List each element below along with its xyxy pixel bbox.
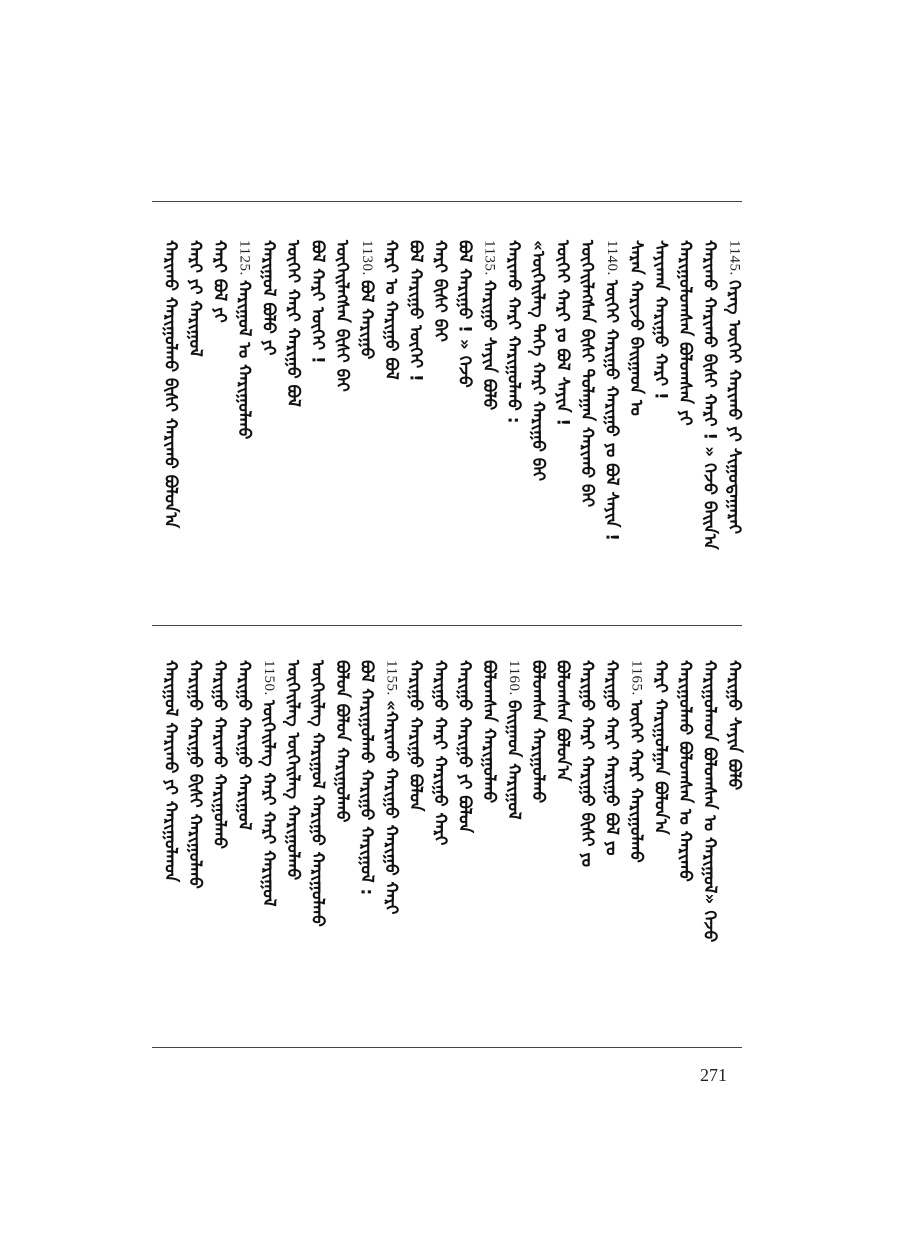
verse-line	[257, 240, 281, 355]
verse-text: «ᠥᠭᠡᠢᠯᠡᠭ ᠳᠡᠭᠡ ᠬᠠᠷᠢ ᠬᠠᠷᠢᠭᠤ ᠪᠠᠢ	[528, 240, 548, 481]
verse-text: ᠬᠠᠷᠢ ᠪᠢᠰᠢ ᠪᠠᠢ	[430, 240, 450, 342]
verse-line	[232, 240, 256, 439]
top-divider	[152, 201, 742, 202]
verse-text: ᠬᠠᠷᠢᠭᠤᠯᠤᠭᠰᠠᠨ ᠪᠣᠯᠤᠭᠰᠠᠨ ᠶᠢ	[675, 240, 695, 426]
bottom-divider	[152, 1047, 742, 1048]
verse-line	[232, 660, 256, 830]
verse-text: ᠪᠠᠢᠭᠠᠳ ᠬᠠᠷᠢᠭᠤᠯ	[503, 699, 524, 820]
line-number: 1155.	[383, 660, 400, 696]
verse-text: ᠬᠠᠷᠢᠭᠤᠯᠬᠤ ᠪᠣᠯᠤᠭᠰᠠᠨ ᠤ ᠬᠠᠷᠢᠬᠤ	[675, 660, 695, 882]
verse-text: ᠥᠭᠡᠢ ᠬᠠᠷᠢ ᠬᠠᠷᠢᠭᠤᠯᠬᠤ	[626, 699, 646, 863]
verse-text: ᠥᠭᠡᠢᠯᠡᠭ ᠬᠠᠷᠢ ᠬᠠᠷᠢ ᠬᠠᠷᠢᠭᠤᠯ	[258, 699, 279, 907]
verse-text: ᠬᠠᠷᠢᠭᠤ ᠬᠠᠷᠢᠭᠤ ᠬᠠᠷᠢᠭᠤᠯ	[234, 660, 254, 831]
verse-text: ᠪᠣᠯᠤᠨ ᠪᠣᠯᠤᠨ ᠬᠠᠷᠢᠭᠤᠯᠬᠤ	[332, 660, 352, 823]
verse-text: ᠥᠭᠡᠢ ᠬᠠᠷᠢᠭᠤ ᠬᠠᠷᠢᠭᠤ ᠶᠤ ᠪᠣᠯ ᠰᠠᠶᠢᠨ !	[601, 279, 622, 541]
verse-line	[477, 660, 501, 803]
verse-text: ᠪᠣᠯ ᠬᠠᠷᠢᠭᠤ ᠥᠭᠡᠢ !	[405, 240, 426, 382]
verse-text: ᠬᠡᠷᠡᠭ ᠦᠭᠡᠢ ᠬᠠᠷᠢᠬᠤ ᠶᠢ ᠰᠢᠭᠤᠳᠠᠭᠠᠷᠠᠢ	[724, 279, 744, 534]
verse-line	[208, 240, 232, 323]
line-number: 1140.	[604, 240, 620, 276]
verse-text: ᠬᠠᠷᠢᠭᠤ ᠰᠠᠶᠢᠨ ᠪᠣᠯᠤ	[479, 279, 499, 410]
verse-text: ᠪᠣᠯ ᠬᠠᠷᠢᠭᠤ	[356, 279, 377, 359]
verse-text: ᠬᠠᠷᠢᠭᠤ ᠬᠠᠷᠢ ᠬᠠᠷᠢᠭᠤ ᠪᠣᠯ ᠶᠤ	[601, 660, 622, 856]
verse-line	[600, 660, 624, 855]
verse-line	[257, 660, 281, 906]
verse-line	[306, 240, 330, 364]
verse-text: ᠬᠠᠷᠢ ᠬᠠᠷᠢᠭᠤᠯᠭᠠᠨ ᠪᠣᠯᠤᠨ᠎ᠠ	[650, 660, 671, 835]
verse-line	[575, 660, 599, 867]
verse-text: ᠬᠠᠷᠢᠭᠤᠯ ᠬᠠᠷᠢᠬᠤ ᠶᠢ ᠬᠠᠷᠢᠭᠤᠯᠬᠤᠨ	[160, 660, 181, 883]
verse-text: ᠬᠠᠷᠢᠭᠤ ᠬᠠᠷᠢᠭᠤ ᠪᠣᠯᠤᠨ	[405, 660, 426, 812]
verse-line	[551, 240, 575, 426]
verse-line	[428, 660, 452, 845]
verse-line	[281, 660, 305, 880]
verse-text: ᠰᠠᠷᠠᠨ ᠬᠠᠷᠢᠵᠤ ᠪᠠᠢᠭᠠᠳ ᠤ	[626, 240, 646, 416]
verse-text: ᠬᠠᠷᠢᠬᠤ ᠬᠠᠷᠢᠭᠤᠯᠬᠤ ᠪᠢᠰᠢ ᠬᠠᠷᠢᠬᠤ ᠪᠣᠯᠤᠨ᠎ᠠ	[160, 240, 181, 529]
verse-text: ᠪᠣᠯ ᠬᠠᠷᠢᠭᠤᠯᠬᠤ ᠬᠠᠷᠢᠭᠤ ᠬᠠᠷᠢᠭᠤᠯ :	[356, 660, 377, 896]
verse-line	[330, 240, 354, 392]
verse-text: ᠥᠭᠡᠢᠯᠡᠭᠰᠡᠨ ᠪᠢᠰᠢ ᠪᠠᠢ	[332, 240, 352, 392]
verse-line	[649, 660, 673, 835]
verse-text: ᠬᠠᠷᠢᠭᠤᠯ ᠪᠣᠯᠤ ᠶᠢ	[258, 240, 279, 356]
line-number: 1145.	[726, 240, 743, 276]
verse-text: «ᠬᠠᠷᠢᠬᠤ ᠬᠠᠷᠢᠭᠤ ᠬᠠᠷᠢᠭᠤ ᠬᠠᠷᠢ	[381, 699, 401, 915]
verse-line	[355, 240, 379, 359]
verse-text: ᠬᠠᠷᠢᠭᠤ ᠬᠠᠷᠢᠭᠤ ᠶᠢ ᠪᠣᠯᠤᠨ	[454, 660, 475, 833]
verse-text: ᠥᠭᠡᠢᠯᠡᠭ ᠬᠠᠷᠢᠭᠤᠯ ᠬᠠᠷᠢᠭᠤ ᠬᠠᠷᠢᠭᠤᠯᠬᠤ	[307, 660, 328, 927]
line-number: 1150.	[261, 660, 277, 696]
middle-divider	[152, 625, 742, 626]
verse-text: ᠪᠣᠯ ᠬᠠᠷᠢ ᠥᠭᠡᠢ !	[307, 240, 328, 364]
verse-text: ᠪᠣᠯᠤᠭᠰᠠᠨ ᠪᠣᠯᠤᠨ᠎ᠠ	[552, 660, 573, 782]
verse-line	[183, 240, 207, 357]
verse-line	[575, 240, 599, 507]
verse-text: ᠥᠭᠡᠢᠯᠡᠭ ᠥᠭᠡᠢᠯᠡᠭ ᠬᠠᠷᠢᠭᠤᠯᠬᠤ	[283, 660, 303, 881]
verse-line	[428, 240, 452, 342]
verse-line	[355, 660, 379, 895]
page-number: 271	[700, 1065, 727, 1085]
verse-line	[600, 240, 624, 541]
verse-line	[281, 240, 305, 407]
verse-line	[330, 660, 354, 822]
verse-line	[551, 660, 575, 781]
verse-line	[502, 660, 526, 819]
verse-text: ᠰᠠᠶᠢᠬᠠᠨ ᠬᠠᠷᠢᠭᠤ ᠬᠠᠷᠢ !	[650, 240, 671, 400]
verse-text: ᠬᠠᠷᠢᠬᠤ ᠬᠠᠷᠢ ᠬᠠᠷᠢᠭᠤᠯᠬᠤ :	[503, 240, 524, 424]
line-number: 1165.	[628, 660, 645, 696]
verse-line	[526, 660, 550, 803]
verse-line	[673, 660, 697, 882]
verse-text: ᠬᠠᠷᠢᠭᠤ ᠬᠠᠷᠢ ᠬᠠᠷᠢᠭᠤ ᠬᠠᠷᠢ	[430, 660, 450, 846]
verse-line	[624, 240, 648, 416]
verse-line	[526, 240, 550, 481]
verse-line	[183, 660, 207, 889]
verse-text: ᠬᠠᠷᠢᠬᠤ ᠬᠠᠷᠢᠬᠤ ᠪᠢᠰᠢ ᠬᠠᠷᠢ ! » ᠭᠡᠵᠦ ᠪᠠᠢᠨ᠎ᠠ	[699, 240, 720, 550]
verse-line	[722, 660, 746, 790]
verse-line	[453, 240, 477, 388]
verse-line	[649, 240, 673, 400]
verse-text: ᠪᠣᠯᠤᠭᠰᠠᠨ ᠬᠠᠷᠢᠭᠤᠯᠬᠤ	[479, 660, 499, 804]
verse-line	[159, 240, 183, 528]
verse-text: ᠥᠭᠡᠢᠯᠡᠭᠰᠡᠨ ᠪᠢᠰᠢ ᠳᠤᠯᠠᠭᠠᠨ ᠬᠠᠷᠢᠬᠤ ᠪᠠᠢ	[577, 240, 597, 508]
verse-line	[698, 660, 722, 942]
verse-line	[379, 240, 403, 380]
verse-line	[208, 660, 232, 849]
verse-text: ᠬᠠᠷᠢᠭᠤ ᠰᠠᠶᠢᠨ ᠪᠣᠯᠤ	[724, 660, 744, 791]
verse-line	[404, 660, 428, 811]
verse-text: ᠥᠭᠡᠢ ᠬᠠᠷᠢ ᠬᠠᠷᠢᠭᠤ ᠪᠣᠯ	[283, 240, 303, 407]
verse-line	[698, 240, 722, 550]
verse-line	[624, 660, 648, 863]
verse-line	[404, 240, 428, 382]
verse-text: ᠬᠠᠷᠢ ᠤ ᠬᠠᠷᠢᠭᠤ ᠪᠣᠯ	[381, 240, 401, 380]
verse-line	[453, 660, 477, 833]
line-number: 1130.	[359, 240, 375, 276]
verse-line	[673, 240, 697, 426]
verse-text: ᠬᠠᠷᠢᠭᠤ ᠬᠠᠷᠢᠬᠤ ᠬᠠᠷᠢᠭᠤᠯᠬᠤ	[209, 660, 230, 849]
verse-line	[159, 660, 183, 882]
verse-text: ᠪᠣᠯ ᠬᠠᠷᠢᠭᠤ ! » ᠭᠡᠵᠦ	[454, 240, 475, 388]
verse-line	[379, 660, 403, 914]
verse-text: ᠪᠣᠯᠤᠭᠰᠠᠨ ᠬᠠᠷᠢᠭᠤᠯᠬᠤ	[528, 660, 548, 804]
verse-text: ᠬᠠᠷᠢᠭᠤᠯ ᠤ ᠬᠠᠷᠢᠭᠤᠯᠬᠤ	[234, 279, 254, 439]
verse-text: ᠬᠠᠷᠢᠭᠤ ᠬᠠᠷᠢᠭᠤ ᠪᠢᠰᠢ ᠬᠠᠷᠢᠭᠤᠯᠬᠤ	[185, 660, 205, 889]
verse-text: ᠥᠭᠡᠢ ᠬᠠᠷᠢ ᠶᠤ ᠪᠣᠯ ᠰᠠᠶᠢᠨ !	[552, 240, 573, 427]
line-number: 1135.	[481, 240, 498, 276]
verse-line	[502, 240, 526, 424]
verse-line	[477, 240, 501, 410]
line-number: 1125.	[236, 240, 253, 276]
verse-line	[306, 660, 330, 927]
verse-line	[722, 240, 746, 534]
verse-text: ᠬᠠᠷᠢ ᠪᠣᠯ ᠶᠢ	[209, 240, 230, 323]
verse-text: ᠬᠠᠷᠢᠭᠤ ᠬᠠᠷᠢ ᠬᠠᠷᠢᠭᠤ ᠪᠢᠰᠢ ᠶᠤ	[577, 660, 597, 868]
verse-text: ᠬᠠᠷᠢᠭᠤᠯᠬᠤᠨ ᠪᠣᠯᠤᠭᠰᠠᠨ ᠤ ᠬᠠᠷᠢᠭᠤᠯ» ᠭᠡᠵᠦ	[699, 660, 720, 943]
verse-text: ᠬᠠᠷᠢ ᠶᠢ ᠬᠠᠷᠢᠭᠤᠯ	[185, 240, 205, 357]
line-number: 1160.	[506, 660, 522, 696]
